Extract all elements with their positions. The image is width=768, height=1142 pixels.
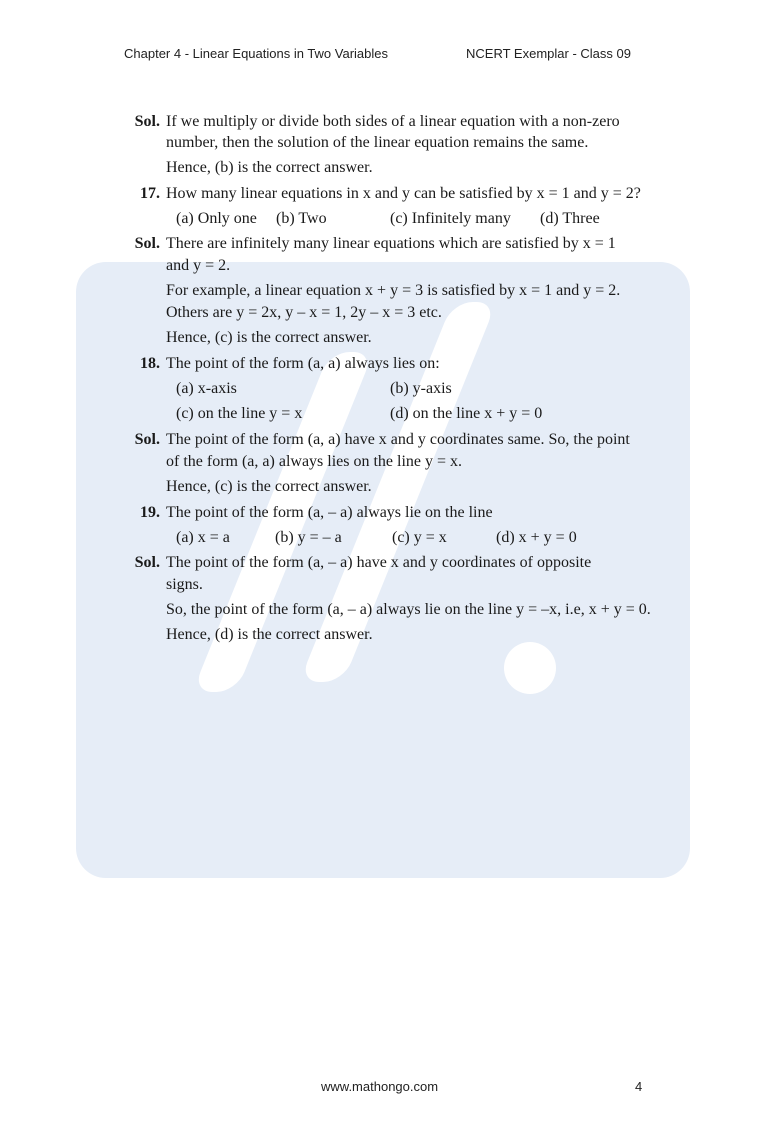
- options-row: [0, 208, 768, 230]
- question-number: 18.: [140, 355, 160, 372]
- text-line: [0, 552, 768, 574]
- option-a: (a) x-axis: [176, 380, 237, 397]
- text-line: [0, 624, 768, 646]
- options-row: [0, 403, 768, 425]
- text-line: [0, 429, 768, 451]
- text-line: [0, 132, 768, 154]
- question-17: [0, 183, 768, 205]
- line-text: The point of the form (a, – a) have x and y coordinates of opposite: [166, 554, 592, 571]
- sol-label: Sol.: [134, 235, 160, 252]
- option-c: (c) on the line y = x: [176, 405, 303, 422]
- line-text: If we multiply or divide both sides of a linear equation with a non-zero: [166, 113, 620, 130]
- sol-label: Sol.: [134, 113, 160, 130]
- question-text: How many linear equations in x and y can be satisfied by x = 1 and y = 2?: [166, 185, 641, 202]
- option-d: (d) on the line x + y = 0: [390, 405, 543, 422]
- text-line: [0, 451, 768, 473]
- text-line: [0, 599, 768, 621]
- question-18: [0, 353, 768, 375]
- sol-label: Sol.: [134, 431, 160, 448]
- text-line: [0, 157, 768, 179]
- option-c: (c) Infinitely many: [390, 210, 511, 227]
- options-row: [0, 527, 768, 549]
- line-text: The point of the form (a, a) have x and y coordinates same. So, the point: [166, 431, 630, 448]
- text-line: [0, 476, 768, 498]
- line-text: Others are y = 2x, y – x = 1, 2y – x = 3 etc.: [166, 304, 442, 321]
- question-number: 19.: [140, 504, 160, 521]
- text-line: [0, 233, 768, 255]
- header-chapter-title: Chapter 4 - Linear Equations in Two Variables: [124, 46, 389, 61]
- sol-label: Sol.: [134, 554, 160, 571]
- option-a: (a) x = a: [176, 529, 230, 546]
- line-text: For example, a linear equation x + y = 3 is satisfied by x = 1 and y = 2.: [166, 282, 621, 299]
- question-text: The point of the form (a, – a) always lie on the line: [166, 504, 493, 521]
- line-text: number, then the solution of the linear equation remains the same.: [166, 134, 589, 151]
- option-b: (b) Two: [276, 210, 327, 227]
- text-line: [0, 302, 768, 324]
- text-line: [0, 280, 768, 302]
- line-text: of the form (a, a) always lies on the line y = x.: [166, 453, 463, 470]
- question-19: [0, 502, 768, 524]
- watermark-dot: [504, 642, 556, 694]
- question-number: 17.: [140, 185, 160, 202]
- text-line: [0, 574, 768, 596]
- option-a: (a) Only one: [176, 210, 257, 227]
- option-b: (b) y-axis: [390, 380, 452, 397]
- line-text: So, the point of the form (a, – a) always lie on the line y = –x, i.e, x + y = 0.: [166, 601, 651, 618]
- question-text: The point of the form (a, a) always lies on:: [166, 355, 440, 372]
- line-text: There are infinitely many linear equations which are satisfied by x = 1: [166, 235, 616, 252]
- line-text: Hence, (c) is the correct answer.: [166, 478, 372, 495]
- text-line: [0, 327, 768, 349]
- option-b: (b) y = – a: [275, 529, 342, 546]
- line-text: Hence, (c) is the correct answer.: [166, 329, 372, 346]
- option-d: (d) Three: [540, 210, 600, 227]
- line-text: Hence, (d) is the correct answer.: [166, 626, 373, 643]
- text-line: [0, 111, 768, 133]
- header-book-title: NCERT Exemplar - Class 09: [466, 46, 631, 61]
- options-row: [0, 378, 768, 400]
- option-d: (d) x + y = 0: [496, 529, 577, 546]
- line-text: Hence, (b) is the correct answer.: [166, 159, 373, 176]
- option-c: (c) y = x: [392, 529, 447, 546]
- text-line: [0, 255, 768, 277]
- footer-website-link[interactable]: www.mathongo.com: [321, 1079, 439, 1094]
- page-number: 4: [635, 1079, 643, 1094]
- line-text: and y = 2.: [166, 257, 231, 274]
- line-text: signs.: [166, 576, 203, 593]
